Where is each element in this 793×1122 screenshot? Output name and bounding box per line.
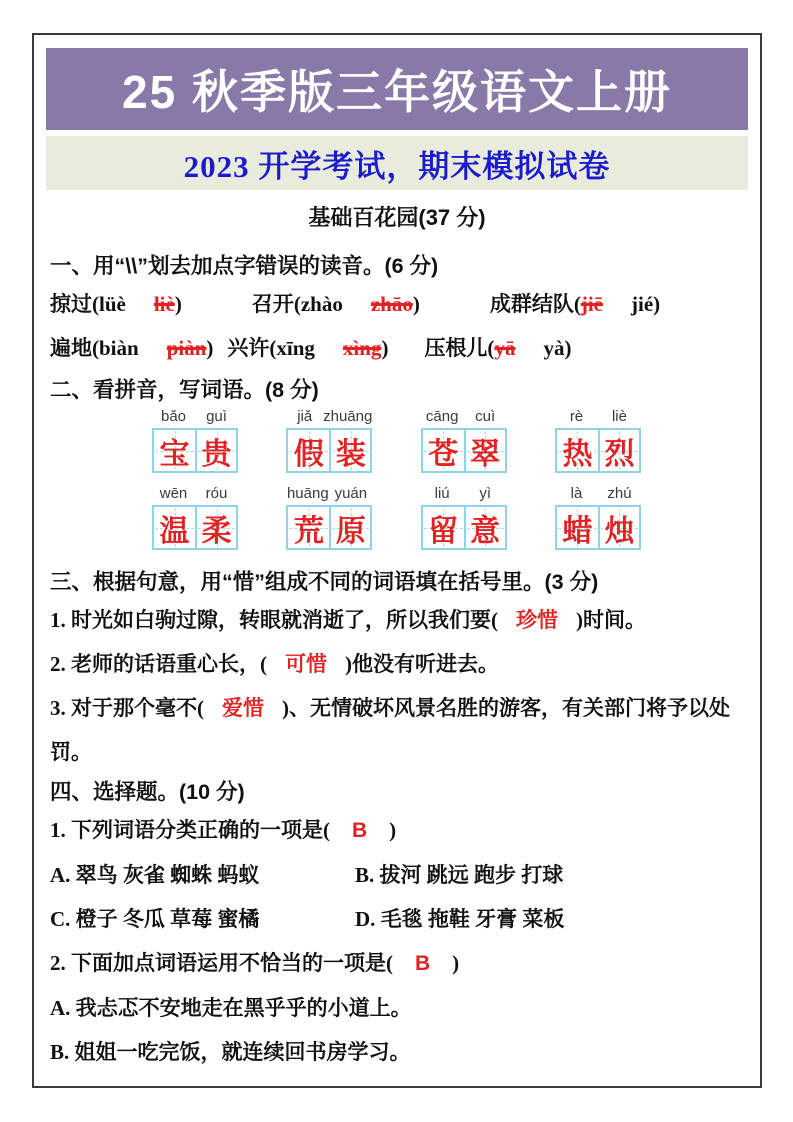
option-item: C. 橙子 冬瓜 草莓 蜜橘 bbox=[50, 907, 260, 931]
grid-char: 蜡 bbox=[562, 514, 593, 548]
writing-grid-group bbox=[286, 408, 372, 473]
sentence-after: )、无情破坏风景名胜的游客，有关部门将予以处罚。 bbox=[50, 696, 730, 764]
answer-word: 珍惜 bbox=[516, 608, 558, 632]
correct-reading: biàn bbox=[99, 336, 139, 360]
option-item: D. 毛毯 拖鞋 牙膏 菜板 bbox=[355, 907, 565, 931]
writing-grid-group bbox=[555, 485, 641, 550]
q4-sub2-option-a: A. 我忐忑不安地走在黑乎乎的小道上。 bbox=[50, 996, 412, 1020]
word-suffix: ) bbox=[174, 292, 182, 316]
wrong-reading: yā bbox=[494, 336, 516, 360]
pinyin-label: yuán bbox=[334, 485, 368, 502]
word-suffix: ) bbox=[564, 336, 572, 360]
pinyin-label: guì bbox=[206, 408, 227, 425]
answer-word: 可惜 bbox=[285, 652, 327, 676]
subtitle-text: 2023 开学考试，期末模拟试卷 bbox=[183, 148, 611, 184]
q4-stem-1 bbox=[50, 808, 744, 853]
grid-cell bbox=[598, 430, 639, 471]
grid-cell bbox=[423, 507, 464, 548]
sentence-after: )时间。 bbox=[576, 608, 646, 632]
pinyin-choice-item bbox=[50, 282, 182, 326]
character-grid bbox=[152, 428, 238, 473]
pinyin-choice-item bbox=[50, 326, 213, 370]
q3-item-3 bbox=[50, 686, 744, 774]
q3-item-1 bbox=[50, 598, 744, 642]
grid-cell bbox=[195, 507, 236, 548]
answer-letter: B bbox=[415, 952, 431, 975]
pinyin-label: cāng bbox=[425, 408, 459, 425]
pinyin-choice-item bbox=[424, 326, 571, 370]
correct-reading: zhào bbox=[300, 292, 343, 316]
character-grid bbox=[421, 428, 507, 473]
word-suffix: ) bbox=[412, 292, 420, 316]
writing-grid-group bbox=[555, 408, 641, 473]
grid-cell bbox=[464, 430, 505, 471]
q1-heading: 一、用“\\”划去加点字错误的读音。(6 分) bbox=[50, 254, 439, 278]
pinyin-label: wēn bbox=[159, 485, 188, 502]
grid-char: 苍 bbox=[428, 437, 459, 471]
stem-text: ) bbox=[389, 818, 397, 842]
answer-word: 爱惜 bbox=[222, 696, 264, 720]
pinyin-label: yì bbox=[479, 485, 491, 502]
grid-cell bbox=[557, 430, 598, 471]
pinyin-choice-item bbox=[490, 282, 660, 326]
character-grid bbox=[152, 505, 238, 550]
grid-char: 宝 bbox=[159, 437, 190, 471]
wrong-reading: xìng bbox=[342, 336, 382, 360]
pinyin-label: liú bbox=[434, 485, 450, 502]
grid-char: 翠 bbox=[470, 437, 501, 471]
character-grid bbox=[286, 505, 372, 550]
header-banner bbox=[46, 48, 748, 130]
pinyin-choice-item bbox=[227, 326, 388, 370]
section-title: 基础百花园(37 分) bbox=[308, 205, 486, 230]
word-prefix: 掠过( bbox=[50, 292, 99, 316]
pinyin-label: róu bbox=[205, 485, 228, 502]
grid-char: 热 bbox=[562, 437, 593, 471]
word-prefix: 召开( bbox=[251, 292, 301, 316]
banner-title: 25 秋季版三年级语文上册 bbox=[122, 66, 672, 118]
writing-grid-row-1 bbox=[152, 408, 641, 473]
wrong-reading: jiē bbox=[580, 292, 603, 316]
correct-reading: xīng bbox=[276, 336, 315, 360]
word-prefix: 压根儿( bbox=[424, 336, 495, 360]
word-prefix: 遍地( bbox=[50, 336, 99, 360]
character-grid bbox=[421, 505, 507, 550]
wrong-reading: piàn bbox=[166, 336, 207, 360]
q4-options-row-2 bbox=[50, 897, 744, 941]
grid-cell bbox=[598, 507, 639, 548]
grid-char: 荒 bbox=[293, 514, 324, 548]
sentence-before: 1. 时光如白驹过隙，转眼就消逝了，所以我们要( bbox=[50, 608, 498, 632]
exam-content bbox=[34, 202, 760, 1074]
writing-grid-group bbox=[286, 485, 372, 550]
word-prefix: 成群结队( bbox=[489, 292, 581, 316]
word-prefix: 兴许( bbox=[227, 336, 277, 360]
wrong-reading: liè bbox=[153, 292, 175, 316]
grid-cell bbox=[329, 507, 370, 548]
correct-reading: lüè bbox=[99, 292, 126, 316]
grid-cell bbox=[195, 430, 236, 471]
writing-grid-group bbox=[152, 408, 238, 473]
q1-row-1 bbox=[50, 282, 744, 326]
q2-heading: 二、看拼音，写词语。(8 分) bbox=[50, 378, 319, 402]
grid-char: 烛 bbox=[604, 514, 635, 548]
wrong-reading: zhāo bbox=[370, 292, 413, 316]
grid-char: 原 bbox=[335, 514, 366, 548]
grid-char: 柔 bbox=[201, 514, 232, 548]
character-grid bbox=[555, 505, 641, 550]
option-item: B. 拔河 跳远 跑步 打球 bbox=[355, 863, 564, 887]
pinyin-label: zhú bbox=[607, 485, 632, 502]
correct-reading: yà bbox=[543, 336, 565, 360]
pinyin-label: zhuāng bbox=[323, 408, 373, 425]
pinyin-label: huāng bbox=[286, 485, 329, 502]
grid-cell bbox=[423, 430, 464, 471]
grid-char: 装 bbox=[335, 437, 366, 471]
word-suffix: ) bbox=[206, 336, 214, 360]
grid-cell bbox=[329, 430, 370, 471]
character-grid bbox=[555, 428, 641, 473]
pinyin-label: là bbox=[570, 485, 583, 502]
grid-cell bbox=[557, 507, 598, 548]
grid-char: 烈 bbox=[604, 437, 635, 471]
stem-text: 1. 下列词语分类正确的一项是( bbox=[50, 818, 330, 842]
stem-text: 2. 下面加点词语运用不恰当的一项是( bbox=[50, 951, 393, 975]
correct-reading: jié bbox=[631, 292, 654, 316]
pinyin-label: cuì bbox=[475, 408, 496, 425]
sentence-before: 3. 对于那个毫不( bbox=[50, 696, 204, 720]
grid-cell bbox=[288, 430, 329, 471]
sentence-before: 2. 老师的话语重心长，( bbox=[50, 652, 267, 676]
character-grid bbox=[286, 428, 372, 473]
page-frame bbox=[32, 33, 762, 1088]
subtitle-banner bbox=[46, 136, 748, 190]
pinyin-choice-item bbox=[252, 282, 420, 326]
q1-row-2 bbox=[50, 326, 744, 370]
option-item: A. 翠鸟 灰雀 蜘蛛 蚂蚁 bbox=[50, 863, 260, 887]
answer-letter: B bbox=[352, 819, 368, 842]
q4-options-row-1 bbox=[50, 853, 744, 897]
grid-char: 意 bbox=[470, 514, 501, 548]
writing-grid-row-2 bbox=[152, 485, 641, 550]
stem-text: ) bbox=[452, 951, 460, 975]
grid-char: 假 bbox=[293, 437, 324, 471]
grid-char: 贵 bbox=[201, 437, 232, 471]
grid-cell bbox=[464, 507, 505, 548]
pinyin-label: jiǎ bbox=[297, 408, 313, 425]
writing-grid-group bbox=[152, 485, 238, 550]
grid-cell bbox=[154, 507, 195, 548]
grid-char: 留 bbox=[428, 514, 459, 548]
pinyin-label: rè bbox=[569, 408, 584, 425]
word-suffix: ) bbox=[653, 292, 661, 316]
pinyin-label: liè bbox=[611, 408, 627, 425]
grid-char: 温 bbox=[159, 514, 190, 548]
pinyin-label: bǎo bbox=[160, 408, 187, 425]
q3-item-2 bbox=[50, 642, 744, 686]
writing-grid-group bbox=[421, 408, 507, 473]
q4-heading: 四、选择题。(10 分) bbox=[50, 780, 245, 804]
word-suffix: ) bbox=[381, 336, 389, 360]
writing-grid-group bbox=[421, 485, 507, 550]
q3-heading: 三、根据句意，用“惜”组成不同的词语填在括号里。(3 分) bbox=[50, 570, 599, 594]
sentence-after: )他没有听进去。 bbox=[345, 652, 499, 676]
q4-sub2-option-b: B. 姐姐一吃完饭，就连续回书房学习。 bbox=[50, 1040, 411, 1064]
grid-cell bbox=[154, 430, 195, 471]
grid-cell bbox=[288, 507, 329, 548]
q4-stem-2 bbox=[50, 941, 744, 986]
